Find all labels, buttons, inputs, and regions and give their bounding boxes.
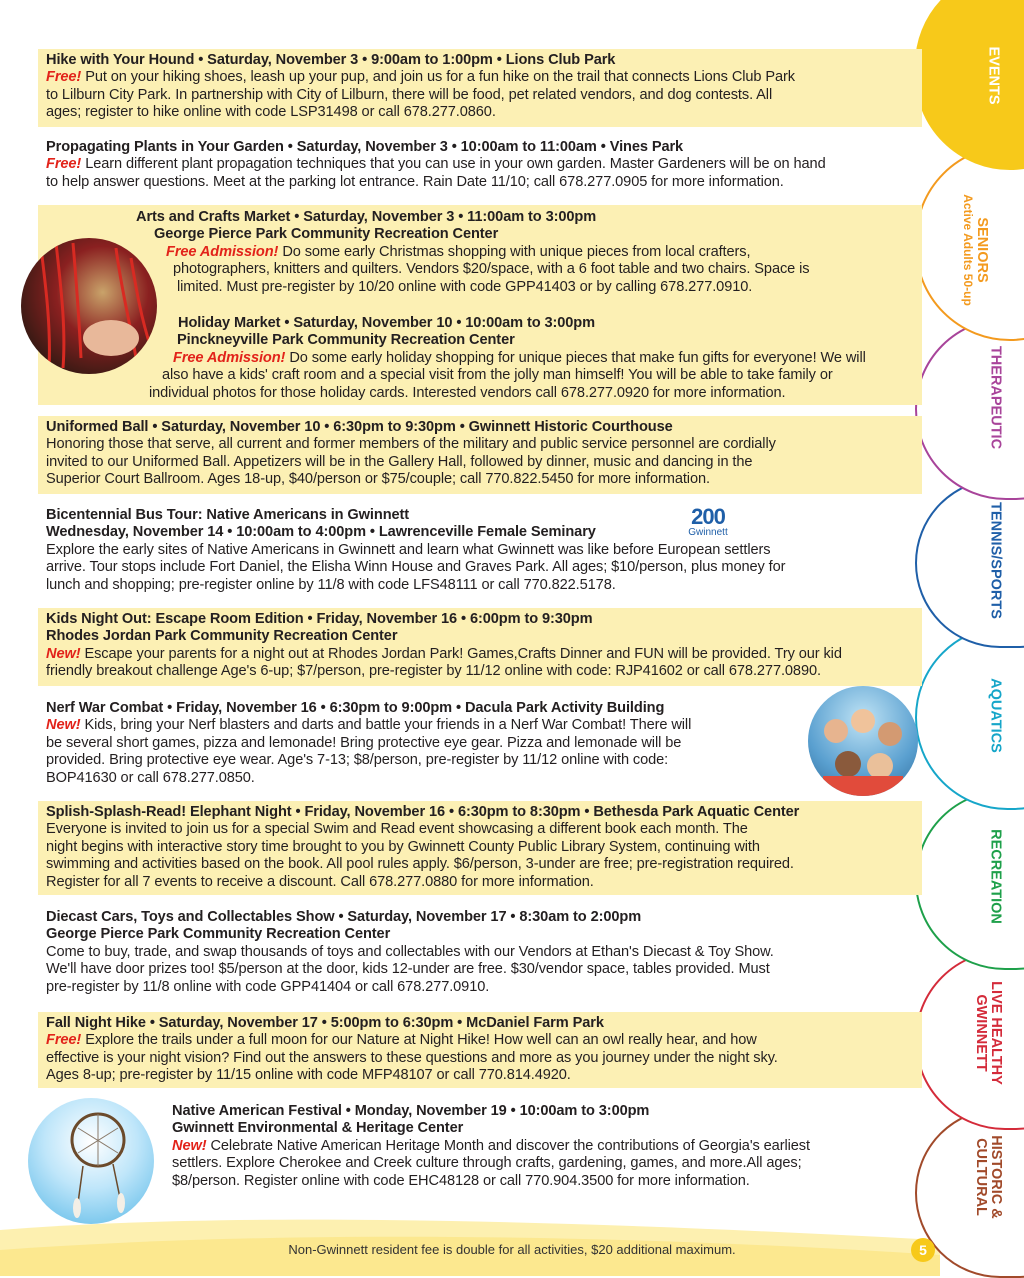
event-title: Bicentennial Bus Tour: Native Americans in Gwinnett bbox=[46, 507, 410, 523]
event-title: Uniformed Ball • Saturday, November 10 • 6:30pm to 9:30pm • Gwinnett Historic Courthouse bbox=[46, 419, 673, 435]
kids-illustration bbox=[808, 686, 918, 796]
tab-seniors-label: SENIORS Active Adults 50-up bbox=[961, 194, 990, 306]
free-tag: Free! bbox=[46, 156, 82, 173]
tab-tennis-sports-label: TENNIS/SPORTS bbox=[987, 502, 1004, 619]
tab-live-healthy[interactable] bbox=[915, 950, 1024, 1130]
page-number: 5 bbox=[911, 1238, 935, 1262]
tab-live-healthy-label: LIVE HEALTHY GWINNETT bbox=[973, 981, 1004, 1085]
tab-recreation-label: RECREATION bbox=[987, 829, 1004, 924]
footer-note: Non-Gwinnett resident fee is double for all activities, $20 additional maximum. bbox=[288, 1242, 736, 1257]
event-title: Holiday Market • Saturday, November 10 • 10:00am to 3:00pm bbox=[178, 315, 595, 331]
footer-swoosh bbox=[0, 1200, 1024, 1276]
event-location: Rhodes Jordan Park Community Recreation Center bbox=[46, 628, 398, 645]
event-kids-night-out: Kids Night Out: Escape Room Edition • Friday, November 16 • 6:00pm to 9:30pm Rhodes Jordan Park Community Recreation Center New! Escape your parents for a night out at Rhodes Jordan Park! Games,Crafts Dinner and FUN will be provided. Try our kid friendly breakout challenge Age's 6-up; $7/person, pre-register by 11/12 online with code: RJP41602 or call 678.277.0890. bbox=[38, 608, 922, 686]
event-arts-crafts-market: Arts and Crafts Market • Saturday, November 3 • 11:00am to 3:00pm George Pierce Park Community Recreation Center Free Admission! Do some early Christmas shopping with unique pieces from local crafters, photographers, knitters and quilters. Vendors $20/space, with a 6 foot table and two chairs. Space is limited. Must pre-register by 10/20 online with code GPP41403 or by calling 678.277.0910. bbox=[136, 209, 916, 296]
event-title: Splish-Splash-Read! Elephant Night • Friday, November 16 • 6:30pm to 8:30pm • Bethesda Park Aquatic Center bbox=[46, 804, 800, 820]
event-date-location: Wednesday, November 14 • 10:00am to 4:00pm • Lawrenceville Female Seminary bbox=[46, 524, 596, 541]
tab-tennis-sports[interactable] bbox=[915, 478, 1024, 648]
event-location: George Pierce Park Community Recreation Center bbox=[46, 926, 391, 943]
event-location: George Pierce Park Community Recreation Center bbox=[154, 226, 499, 243]
event-propagating-plants: Propagating Plants in Your Garden • Saturday, November 3 • 10:00am to 11:00am • Vines Park Free! Learn different plant propagation techniques that you can use in your own garden. Master Gardeners will be on hand to help answer questions. Meet at the parking lot entrance. Rain Date 11/10; call 678.277.0905 for more information. bbox=[38, 136, 922, 196]
event-fall-night-hike: Fall Night Hike • Saturday, November 17 • 5:00pm to 6:30pm • McDaniel Farm Park Free! Explore the trails under a full moon for our Nature at Night Hike! How well can an owl really hear, and how effective is your night vision? Find out the answers to these questions and more as you journey under the night sky. Ages 8-up; pre-register by 11/15 online with code MFP48107 or call 770.814.4920. bbox=[38, 1012, 922, 1088]
tab-events[interactable] bbox=[915, 0, 1024, 170]
event-diecast-cars-show: Diecast Cars, Toys and Collectables Show • Saturday, November 17 • 8:30am to 2:00pm George Pierce Park Community Recreation Center Come to buy, trade, and swap thousands of toys and collectables with our Vendors at Ethan's Diecast & Toy Show. We'll have door prizes too! $5/person at the door, kids 12-under are free. $30/vendor space, tables provided. Must pre-register by 11/8 online with code GPP41404 or call 678.277.0910. bbox=[38, 906, 922, 1000]
event-title: Nerf War Combat • Friday, November 16 • 6:30pm to 9:00pm • Dacula Park Activity Building bbox=[46, 700, 665, 716]
free-admission-tag: Free Admission! bbox=[173, 349, 286, 366]
event-bicentennial-bus-tour: Bicentennial Bus Tour: Native Americans in Gwinnett Wednesday, November 14 • 10:00am to 4:00pm • Lawrenceville Female Seminary Explore the early sites of Native Americans in Gwinnett and learn what Gwinnett was like before European settlers arrive. Tour stops include Fort Daniel, the Elisha Winn House and Graves Park. All ages; $10/person, plus money for lunch and shopping; pre-register online by 11/8 with code LFS48111 or call 770.822.5178. bbox=[38, 504, 922, 596]
dreamcatcher-photo bbox=[28, 1098, 154, 1224]
event-title: Diecast Cars, Toys and Collectables Show • Saturday, November 17 • 8:30am to 2:00pm bbox=[46, 909, 642, 925]
event-title: Native American Festival • Monday, November 19 • 10:00am to 3:00pm bbox=[172, 1103, 650, 1119]
event-hike-with-hound: Hike with Your Hound • Saturday, November 3 • 9:00am to 1:00pm • Lions Club Park Free! Put on your hiking shoes, leash up your pup, and join us for a fun hike on the trail that connects Lions Club Park to Lilburn City Park. In partnership with City of Lilburn, there will be food, pet related vendors, and dog contests. All ages; register to hike online with code LSP31498 or call 678.277.0860. bbox=[38, 49, 922, 127]
tab-therapeutic-label: THERAPEUTIC bbox=[987, 345, 1004, 450]
free-tag: Free! bbox=[46, 1032, 82, 1049]
event-title: Arts and Crafts Market • Saturday, November 3 • 11:00am to 3:00pm bbox=[136, 209, 597, 225]
event-nerf-war: Nerf War Combat • Friday, November 16 • 6:30pm to 9:00pm • Dacula Park Activity Building New! Kids, bring your Nerf blasters and darts and battle your friends in a Nerf War Combat! There will be several short games, pizza and lemonade! Bring protective eye gear. Pizza and lemonade will be provided. Bring protective eye wear. Age's 7-13; $8/person, pre-register by 11/12 online with code: BOP41630 or call 678.277.0850. bbox=[38, 697, 922, 789]
event-holiday-market: Holiday Market • Saturday, November 10 • 10:00am to 3:00pm Pinckneyville Park Community Recreation Center Free Admission! Do some early holiday shopping for unique pieces that make fun gifts for everyone! We will also have a kids' craft room and a special visit from the jolly man himself! You will be able to take family or individual photos for those holiday cards. Interested vendors call 678.277.0920 for more information. bbox=[160, 315, 920, 402]
event-title: Kids Night Out: Escape Room Edition • Friday, November 16 • 6:00pm to 9:30pm bbox=[46, 611, 593, 627]
dreamcatcher-illustration bbox=[28, 1098, 154, 1224]
event-title: Fall Night Hike • Saturday, November 17 • 5:00pm to 6:30pm • McDaniel Farm Park bbox=[46, 1015, 604, 1031]
tab-aquatics-label: AQUATICS bbox=[987, 678, 1004, 753]
free-admission-tag: Free Admission! bbox=[166, 243, 279, 260]
free-tag: Free! bbox=[46, 69, 82, 86]
new-tag: New! bbox=[46, 645, 81, 662]
tab-historic-label: HISTORIC & CULTURAL bbox=[973, 1135, 1004, 1219]
event-title: Hike with Your Hound • Saturday, November 3 • 9:00am to 1:00pm • Lions Club Park bbox=[46, 52, 616, 68]
tab-events-label: EVENTS bbox=[985, 46, 1002, 105]
event-uniformed-ball: Uniformed Ball • Saturday, November 10 • 6:30pm to 9:30pm • Gwinnett Historic Courthouse Honoring those that serve, all current and former members of the military and public service personnel are cordially invited to our Uniformed Ball. Appetizers will be in the Gallery Hall, followed by dinner, music and dancing in the Superior Court Ballroom. Ages 18-up, $40/person or $75/couple; call 770.822.5450 for more information. bbox=[38, 416, 922, 494]
event-title: Propagating Plants in Your Garden • Saturday, November 3 • 10:00am to 11:00am • Vines Park bbox=[46, 139, 684, 155]
event-native-american-festival: Native American Festival • Monday, November 19 • 10:00am to 3:00pm Gwinnett Environmental & Heritage Center New! Celebrate Native American Heritage Month and discover the contributions of Georgia's earliest settlers. Explore Cherokee and Creek culture through crafts, gardening, games, and more.All ages; $8/person. Register online with code EHC48128 or call 770.904.3500 for more information. bbox=[172, 1103, 892, 1190]
new-tag: New! bbox=[46, 717, 81, 734]
new-tag: New! bbox=[172, 1137, 207, 1154]
event-location: Gwinnett Environmental & Heritage Center bbox=[172, 1120, 464, 1137]
tab-therapeutic[interactable] bbox=[915, 318, 1024, 500]
kids-photo bbox=[808, 686, 918, 796]
tab-recreation[interactable] bbox=[915, 790, 1024, 970]
tab-aquatics[interactable] bbox=[915, 625, 1024, 810]
gwinnett-200-logo: 200 Gwinnett bbox=[688, 504, 728, 538]
event-splish-splash-read: Splish-Splash-Read! Elephant Night • Friday, November 16 • 6:30pm to 8:30pm • Bethesda Park Aquatic Center Everyone is invited to join us for a special Swim and Read event showcasing a different book each month. The night begins with interactive story time brought to you by Gwinnett County Public Library System, continuing with swimming and activities based on the book. All pool rules apply. $6/person, 3-under are free; pre-registration required. Register for all 7 events to receive a discount. Call 678.277.0880 for more information. bbox=[38, 801, 922, 895]
event-location: Pinckneyville Park Community Recreation Center bbox=[177, 332, 515, 349]
